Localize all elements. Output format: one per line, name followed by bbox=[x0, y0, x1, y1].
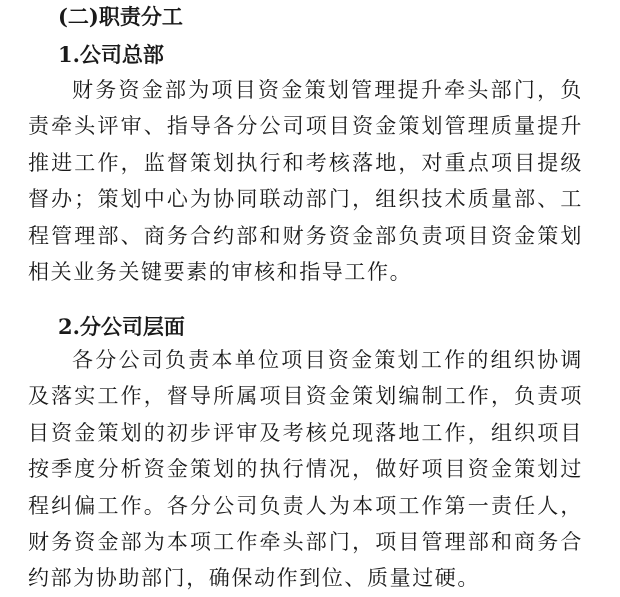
branch-paragraph: 各分公司负责本单位项目资金策划工作的组织协调及落实工作，督导所属项目资金策划编制工作，负责项目资金策划的初步评审及考核兑现落地工作，组织项目按季度分析资金策划的执行情况，做好项目资金策划过程纠偏工作。各分公司负责人为本项工作第一责任人，财务资金部为本项工作牵头部门，项目管理部和商务合约部为协助部门，确保动作到位、质量过硬。 bbox=[28, 348, 583, 591]
headquarters-heading: 1.公司总部 bbox=[58, 42, 164, 67]
branch-heading: 2.分公司层面 bbox=[58, 314, 185, 339]
headquarters-paragraph: 财务资金部为项目资金策划管理提升牵头部门，负责牵头评审、指导各分公司项目资金策划管理质量提升推进工作，监督策划执行和考核落地，对重点项目提级督办；策划中心为协同联动部门，组织技术质量部、工程管理部、商务合约部和财务资金部负责项目资金策划相关业务关键要素的审核和指导工作。 bbox=[28, 78, 583, 285]
section-title: (二)职责分工 bbox=[58, 4, 183, 29]
